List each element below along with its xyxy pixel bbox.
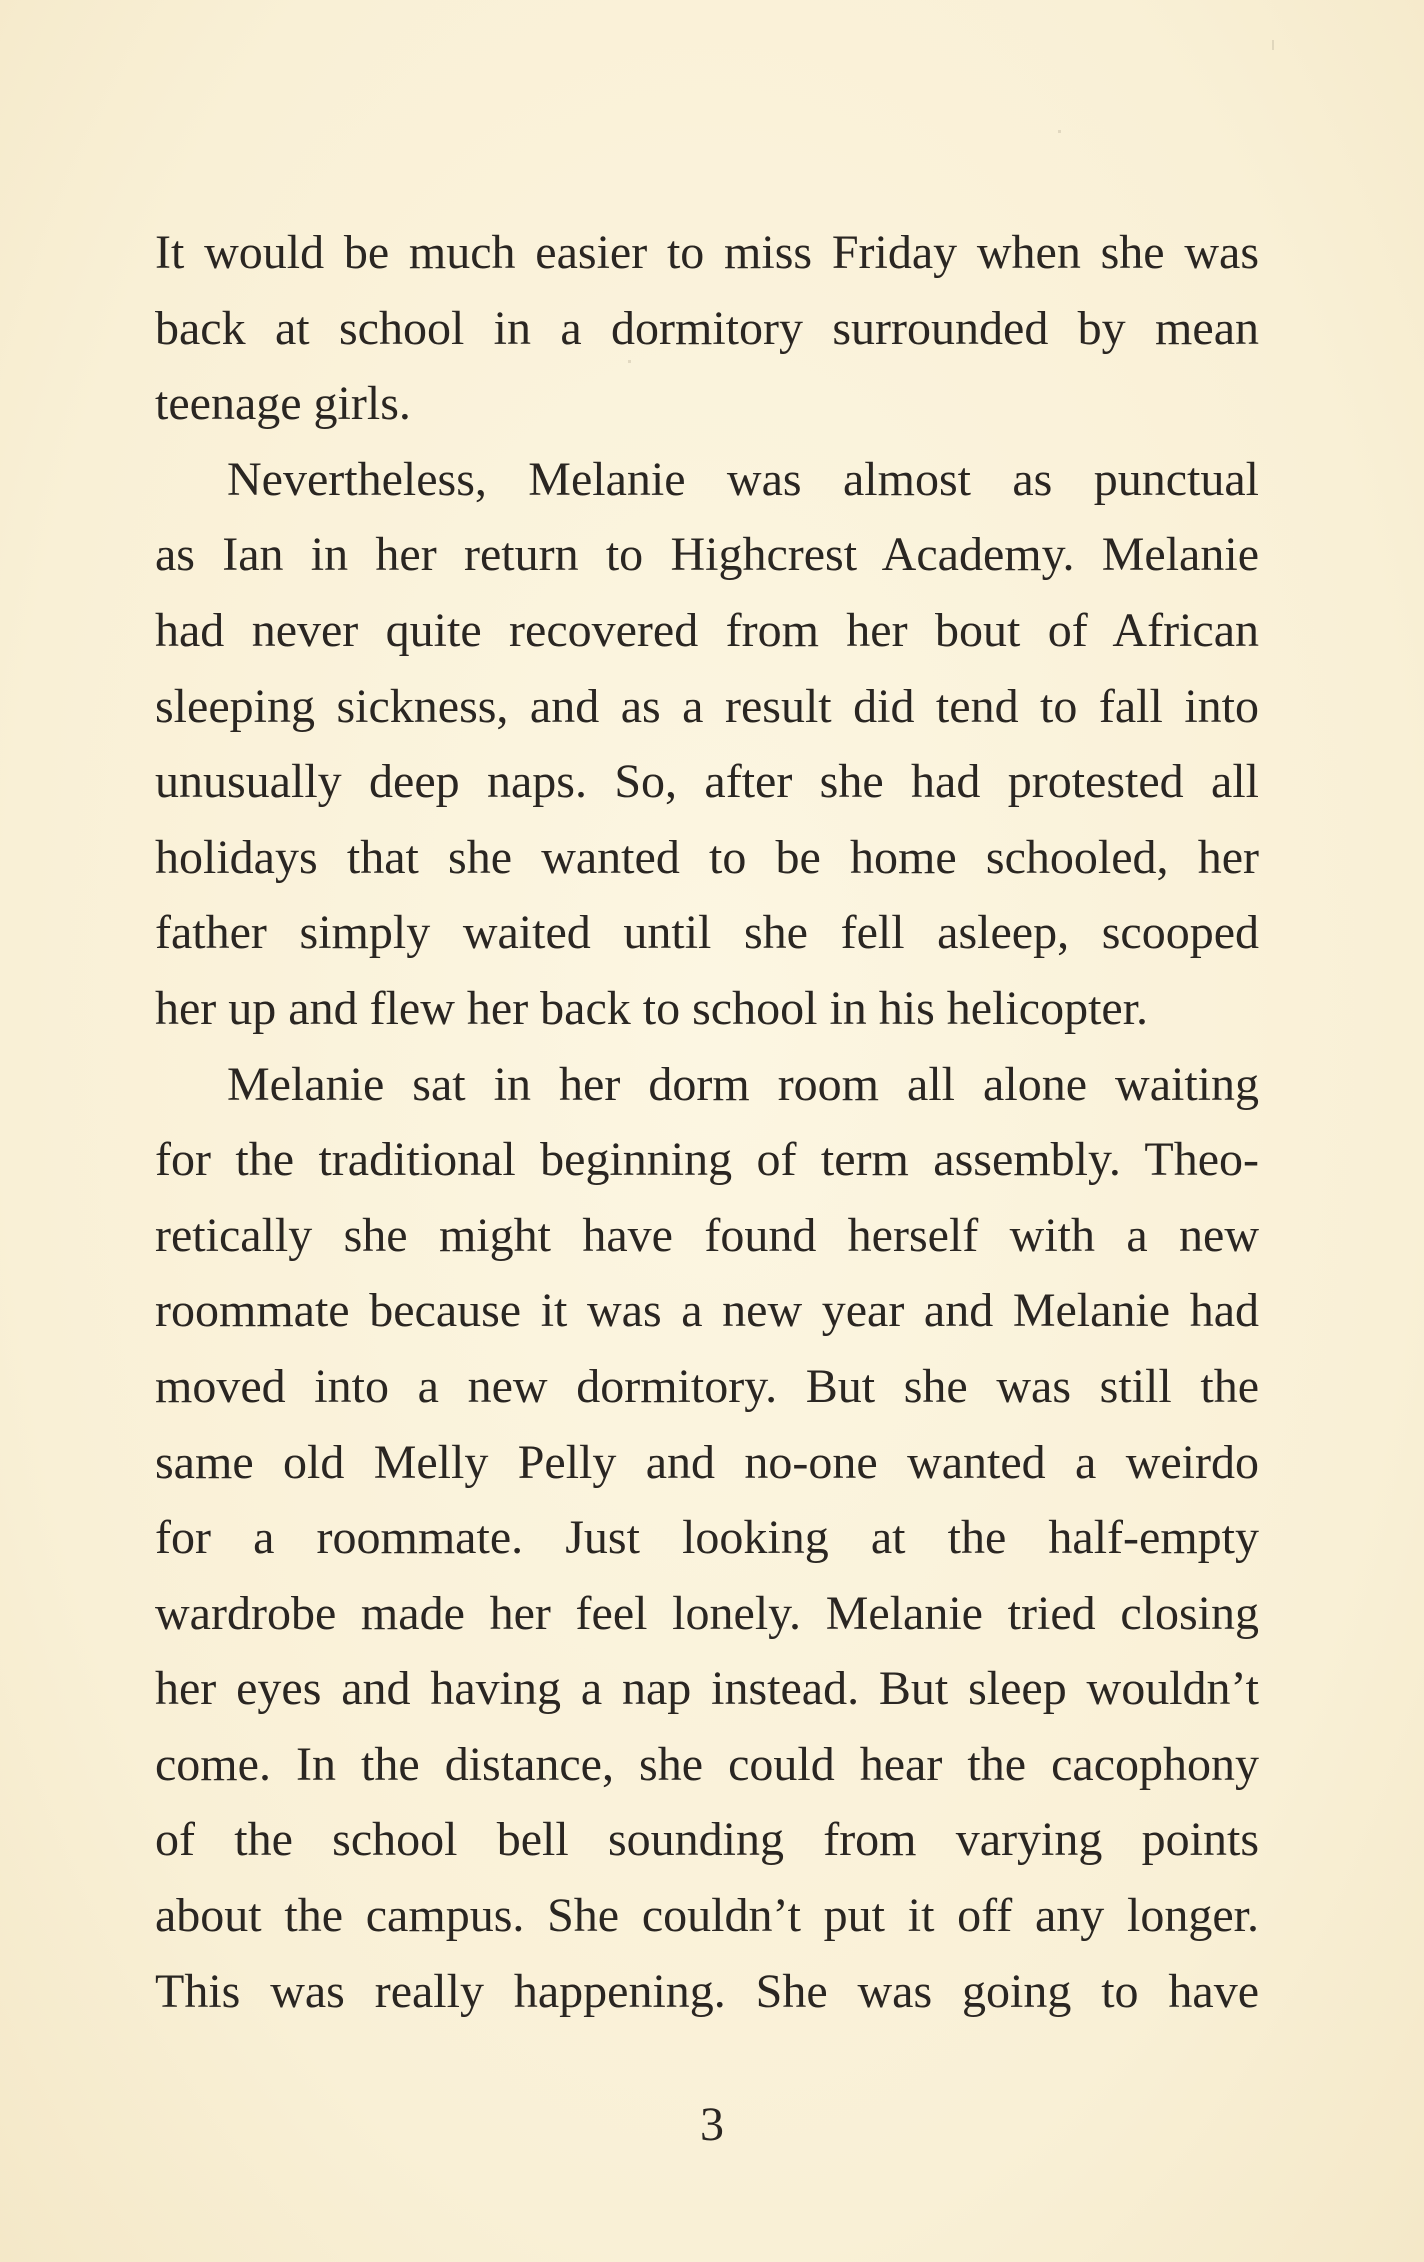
text-line: teenage girls. (155, 377, 411, 431)
body-text (155, 215, 1259, 2029)
text-line: Melanie sat in her dorm room all alone waiting (227, 1057, 1259, 1111)
text-line: of the school bell sounding from varying points (155, 1813, 1259, 1867)
text-line: about the campus. She couldn’t put it off any longer. (155, 1889, 1259, 1943)
text-line: This was really happening. She was going to have (155, 1964, 1259, 2018)
text-line: father simply waited until she fell asleep, scooped (155, 906, 1259, 960)
text-line: It would be much easier to miss Friday when she was (155, 226, 1259, 279)
text-line: as Ian in her return to Highcrest Academy. Melanie (155, 528, 1259, 582)
text-line: same old Melly Pelly and no-one wanted a weirdo (155, 1435, 1259, 1489)
text-line: retically she might have found herself with a new (155, 1208, 1259, 1262)
paper-speck (1058, 130, 1061, 133)
text-line: wardrobe made her feel lonely. Melanie tried closing (155, 1586, 1259, 1640)
paper-speck (1272, 40, 1274, 50)
text-line: her eyes and having a nap instead. But sleep wouldn’t (155, 1662, 1259, 1716)
text-line: holidays that she wanted to be home schooled, her (155, 830, 1259, 884)
text-line: sleeping sickness, and as a result did tend to fall into (155, 679, 1259, 733)
text-line: her up and flew her back to school in his helicopter. (155, 981, 1149, 1035)
text-line: back at school in a dormitory surrounded by mean (155, 301, 1259, 355)
text-line: had never quite recovered from her bout of African (155, 603, 1259, 657)
text-line: for the traditional beginning of term assembly. Theo- (155, 1133, 1259, 1187)
text-line: roommate because it was a new year and Melanie had (155, 1284, 1259, 1338)
text-line: moved into a new dormitory. But she was still the (155, 1359, 1259, 1413)
text-line: Nevertheless, Melanie was almost as punctual (227, 452, 1259, 506)
text-line: unusually deep naps. So, after she had protested all (155, 755, 1259, 809)
page-number: 3 (700, 2098, 724, 2151)
text-line: come. In the distance, she could hear the cacophony (155, 1737, 1259, 1791)
text-line: for a roommate. Just looking at the half-empty (155, 1511, 1259, 1565)
